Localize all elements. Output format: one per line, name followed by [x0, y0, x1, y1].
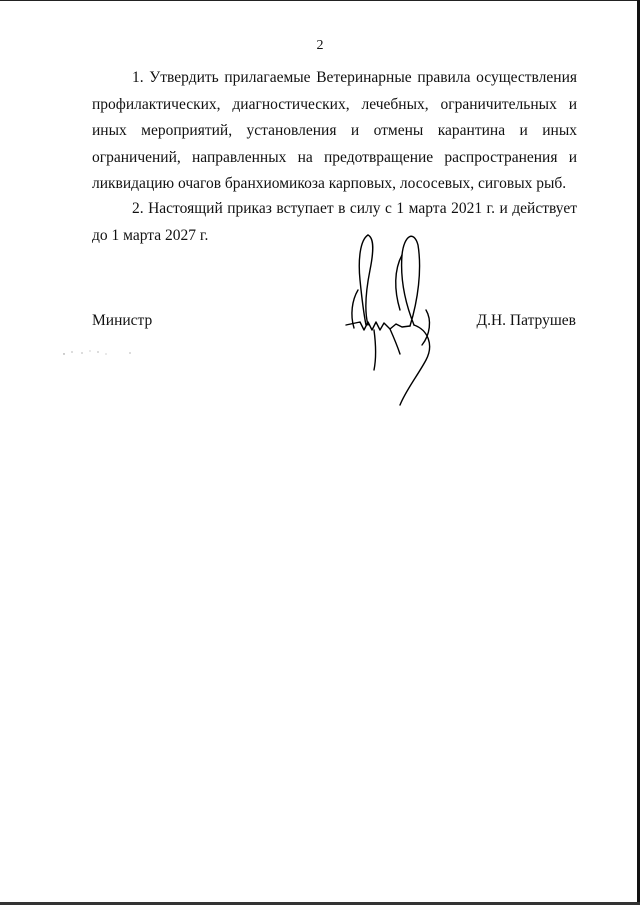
page-edge-top — [0, 0, 640, 1]
page-number: 2 — [316, 38, 324, 53]
handwritten-signature — [338, 230, 448, 410]
paragraph-2-text: 2. Настоящий приказ вступает в силу с 1 марта 2021 г. и действует до 1 марта 2027 г. — [92, 200, 577, 244]
signatory-title: Министр — [92, 312, 153, 329]
paragraph-1-text: 1. Утвердить прилагаемые Ветеринарные правила осуществления профилактических, диагностических, лечебных, ограничительных и иных мероприятий, установления и отмены карантина и иных ограничений, направленных на предотвращение распространения и ликвидацию очагов бранхиомикоза карповых, лососевых, сиговых рыб. — [92, 69, 577, 192]
signatory-name: Д.Н. Патрушев — [476, 312, 576, 329]
paragraph-effective-dates — [92, 196, 577, 249]
scan-specks — [60, 346, 140, 360]
paragraph-approve-rules — [92, 65, 577, 198]
